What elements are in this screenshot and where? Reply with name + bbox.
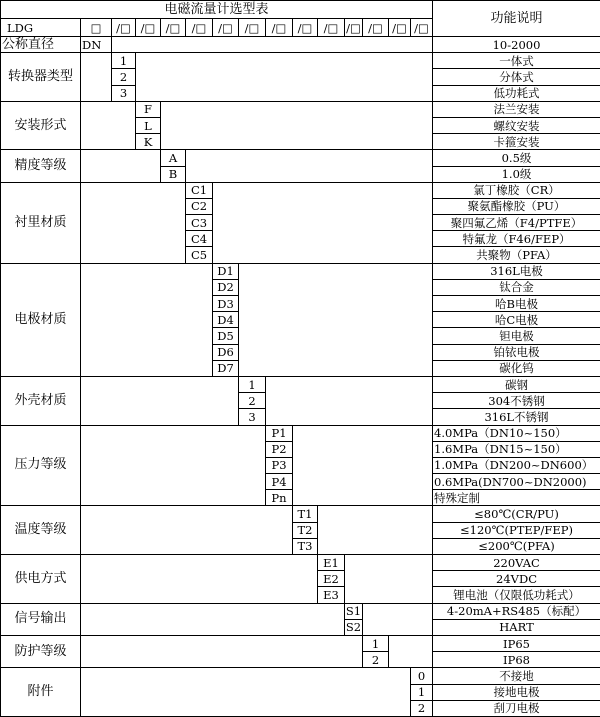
option-code: 3 — [112, 85, 136, 101]
option-description: 碳钢 — [433, 376, 600, 392]
option-description: 特氟龙（F46/FEP） — [433, 231, 600, 247]
section-label: 压力等级 — [1, 425, 81, 506]
option-description: 分体式 — [433, 69, 600, 85]
option-description: 螺纹安装 — [433, 117, 600, 133]
option-code: 1 — [363, 635, 389, 651]
section-label: 信号输出 — [1, 603, 81, 635]
option-code: T2 — [293, 522, 318, 538]
dn-label: 公称直径 — [1, 37, 81, 53]
option-code: D4 — [213, 312, 239, 328]
option-code: C3 — [186, 215, 213, 231]
option-description: 卡箍安装 — [433, 134, 600, 150]
option-code: 1 — [411, 684, 433, 700]
section-label: 外壳材质 — [1, 376, 81, 425]
blank-cell — [81, 150, 161, 182]
option-description: 24VDC — [433, 571, 600, 587]
option-description: 0.5级 — [433, 150, 600, 166]
option-code: 1 — [239, 376, 266, 392]
section-label: 精度等级 — [1, 150, 81, 182]
option-code: P2 — [266, 441, 293, 457]
option-code: P4 — [266, 474, 293, 490]
option-description: 不接地 — [433, 668, 600, 684]
blank-cell — [81, 603, 345, 635]
option-code: Pn — [266, 490, 293, 506]
dn-row — [1, 37, 600, 53]
dn-description: 10-2000 — [433, 37, 600, 53]
blank-cell — [81, 425, 266, 506]
option-code: 2 — [363, 652, 389, 668]
blank-cell — [389, 635, 433, 667]
option-code: 0 — [411, 668, 433, 684]
option-description: 1.0级 — [433, 166, 600, 182]
option-description: 0.6MPa(DN700~DN2000) — [433, 474, 600, 490]
option-description: 4.0MPa（DN10~150） — [433, 425, 600, 441]
option-description: 法兰安装 — [433, 101, 600, 117]
blank-cell — [81, 555, 318, 604]
option-description: 铂铱电极 — [433, 344, 600, 360]
model-prefix: LDG — [1, 19, 81, 37]
option-description: ≤200℃(PFA) — [433, 538, 600, 554]
option-code: F — [136, 101, 161, 117]
option-description: 碳化钨 — [433, 360, 600, 376]
option-description: 特殊定制 — [433, 490, 600, 506]
option-description: 钽电极 — [433, 328, 600, 344]
option-code: D3 — [213, 296, 239, 312]
section-label: 供电方式 — [1, 555, 81, 604]
option-code: E3 — [318, 587, 345, 603]
option-row — [1, 150, 600, 166]
model-first-slot: □ — [81, 19, 112, 37]
section-label: 转换器类型 — [1, 53, 81, 102]
option-code: T3 — [293, 538, 318, 554]
option-description: 共聚物（PFA） — [433, 247, 600, 263]
option-description: 1.0MPa（DN200~DN600） — [433, 457, 600, 473]
option-code: E1 — [318, 555, 345, 571]
option-row — [1, 555, 600, 571]
option-description: 304不锈钢 — [433, 393, 600, 409]
option-description: 低功耗式 — [433, 85, 600, 101]
option-description: 接地电极 — [433, 684, 600, 700]
option-description: 1.6MPa（DN15~150） — [433, 441, 600, 457]
blank-cell — [161, 101, 433, 150]
option-description: HART — [433, 619, 600, 635]
dn-code: DN — [81, 37, 112, 53]
blank-cell — [112, 37, 433, 53]
option-description: 聚氨酯橡胶（PU） — [433, 198, 600, 214]
option-row — [1, 603, 600, 619]
option-row — [1, 668, 600, 684]
model-slot: /□ — [411, 19, 433, 37]
option-code: 1 — [112, 53, 136, 69]
option-row — [1, 263, 600, 279]
option-description: 一体式 — [433, 53, 600, 69]
blank-cell — [81, 263, 213, 376]
model-slot: /□ — [239, 19, 266, 37]
option-description: 316L电极 — [433, 263, 600, 279]
model-slot: /□ — [345, 19, 363, 37]
option-code: C4 — [186, 231, 213, 247]
option-description: 聚四氟乙烯（F4/PTFE） — [433, 215, 600, 231]
option-description: IP68 — [433, 652, 600, 668]
option-code: P3 — [266, 457, 293, 473]
option-description: 钛合金 — [433, 279, 600, 295]
option-description: ≤120℃(PTEP/FEP) — [433, 522, 600, 538]
option-code: L — [136, 117, 161, 133]
section-label: 温度等级 — [1, 506, 81, 555]
option-row — [1, 635, 600, 651]
blank-cell — [81, 53, 112, 102]
option-row — [1, 425, 600, 441]
model-slot: /□ — [186, 19, 213, 37]
option-code: A — [161, 150, 186, 166]
option-code: 2 — [112, 69, 136, 85]
option-description: 哈B电极 — [433, 296, 600, 312]
option-code: P1 — [266, 425, 293, 441]
blank-cell — [81, 635, 363, 667]
section-label: 防护等级 — [1, 635, 81, 667]
option-description: 316L不锈钢 — [433, 409, 600, 425]
option-code: S1 — [345, 603, 363, 619]
option-row — [1, 53, 600, 69]
model-slot: /□ — [363, 19, 389, 37]
option-description: IP65 — [433, 635, 600, 651]
option-row — [1, 101, 600, 117]
model-slot: /□ — [266, 19, 293, 37]
model-slot: /□ — [389, 19, 411, 37]
option-code: D6 — [213, 344, 239, 360]
section-label: 附件 — [1, 668, 81, 717]
option-description: 锂电池（仅限低功耗式） — [433, 587, 600, 603]
model-slot: /□ — [161, 19, 186, 37]
section-label: 衬里材质 — [1, 182, 81, 263]
option-code: 2 — [411, 700, 433, 716]
option-description: 哈C电极 — [433, 312, 600, 328]
option-code: D5 — [213, 328, 239, 344]
option-code: 3 — [239, 409, 266, 425]
option-row — [1, 376, 600, 392]
option-description: ≤80℃(CR/PU) — [433, 506, 600, 522]
blank-cell — [293, 425, 433, 506]
blank-cell — [81, 506, 293, 555]
blank-cell — [345, 555, 433, 604]
blank-cell — [213, 182, 433, 263]
option-code: K — [136, 134, 161, 150]
blank-cell — [318, 506, 433, 555]
option-description: 4-20mA+RS485（标配） — [433, 603, 600, 619]
option-code: 2 — [239, 393, 266, 409]
blank-cell — [266, 376, 433, 425]
option-description: 刮刀电极 — [433, 700, 600, 716]
option-code: T1 — [293, 506, 318, 522]
model-slot: /□ — [213, 19, 239, 37]
blank-cell — [81, 101, 136, 150]
option-description: 220VAC — [433, 555, 600, 571]
option-code: D1 — [213, 263, 239, 279]
option-row — [1, 506, 600, 522]
model-slot: /□ — [318, 19, 345, 37]
model-slot: /□ — [136, 19, 161, 37]
option-description: 氯丁橡胶（CR） — [433, 182, 600, 198]
blank-cell — [186, 150, 433, 182]
option-code: S2 — [345, 619, 363, 635]
option-code: E2 — [318, 571, 345, 587]
title-row — [1, 1, 600, 19]
section-label: 安装形式 — [1, 101, 81, 150]
description-header: 功能说明 — [433, 1, 600, 37]
section-label: 电极材质 — [1, 263, 81, 376]
option-code: C5 — [186, 247, 213, 263]
blank-cell — [239, 263, 433, 376]
option-code: D7 — [213, 360, 239, 376]
option-code: C2 — [186, 198, 213, 214]
model-slot: /□ — [293, 19, 318, 37]
blank-cell — [136, 53, 433, 102]
blank-cell — [81, 182, 186, 263]
blank-cell — [81, 376, 239, 425]
option-code: C1 — [186, 182, 213, 198]
model-slot: /□ — [112, 19, 136, 37]
blank-cell — [81, 668, 411, 717]
option-row — [1, 182, 600, 198]
table-title: 电磁流量计选型表 — [1, 1, 433, 19]
option-code: D2 — [213, 279, 239, 295]
option-code: B — [161, 166, 186, 182]
blank-cell — [363, 603, 433, 635]
